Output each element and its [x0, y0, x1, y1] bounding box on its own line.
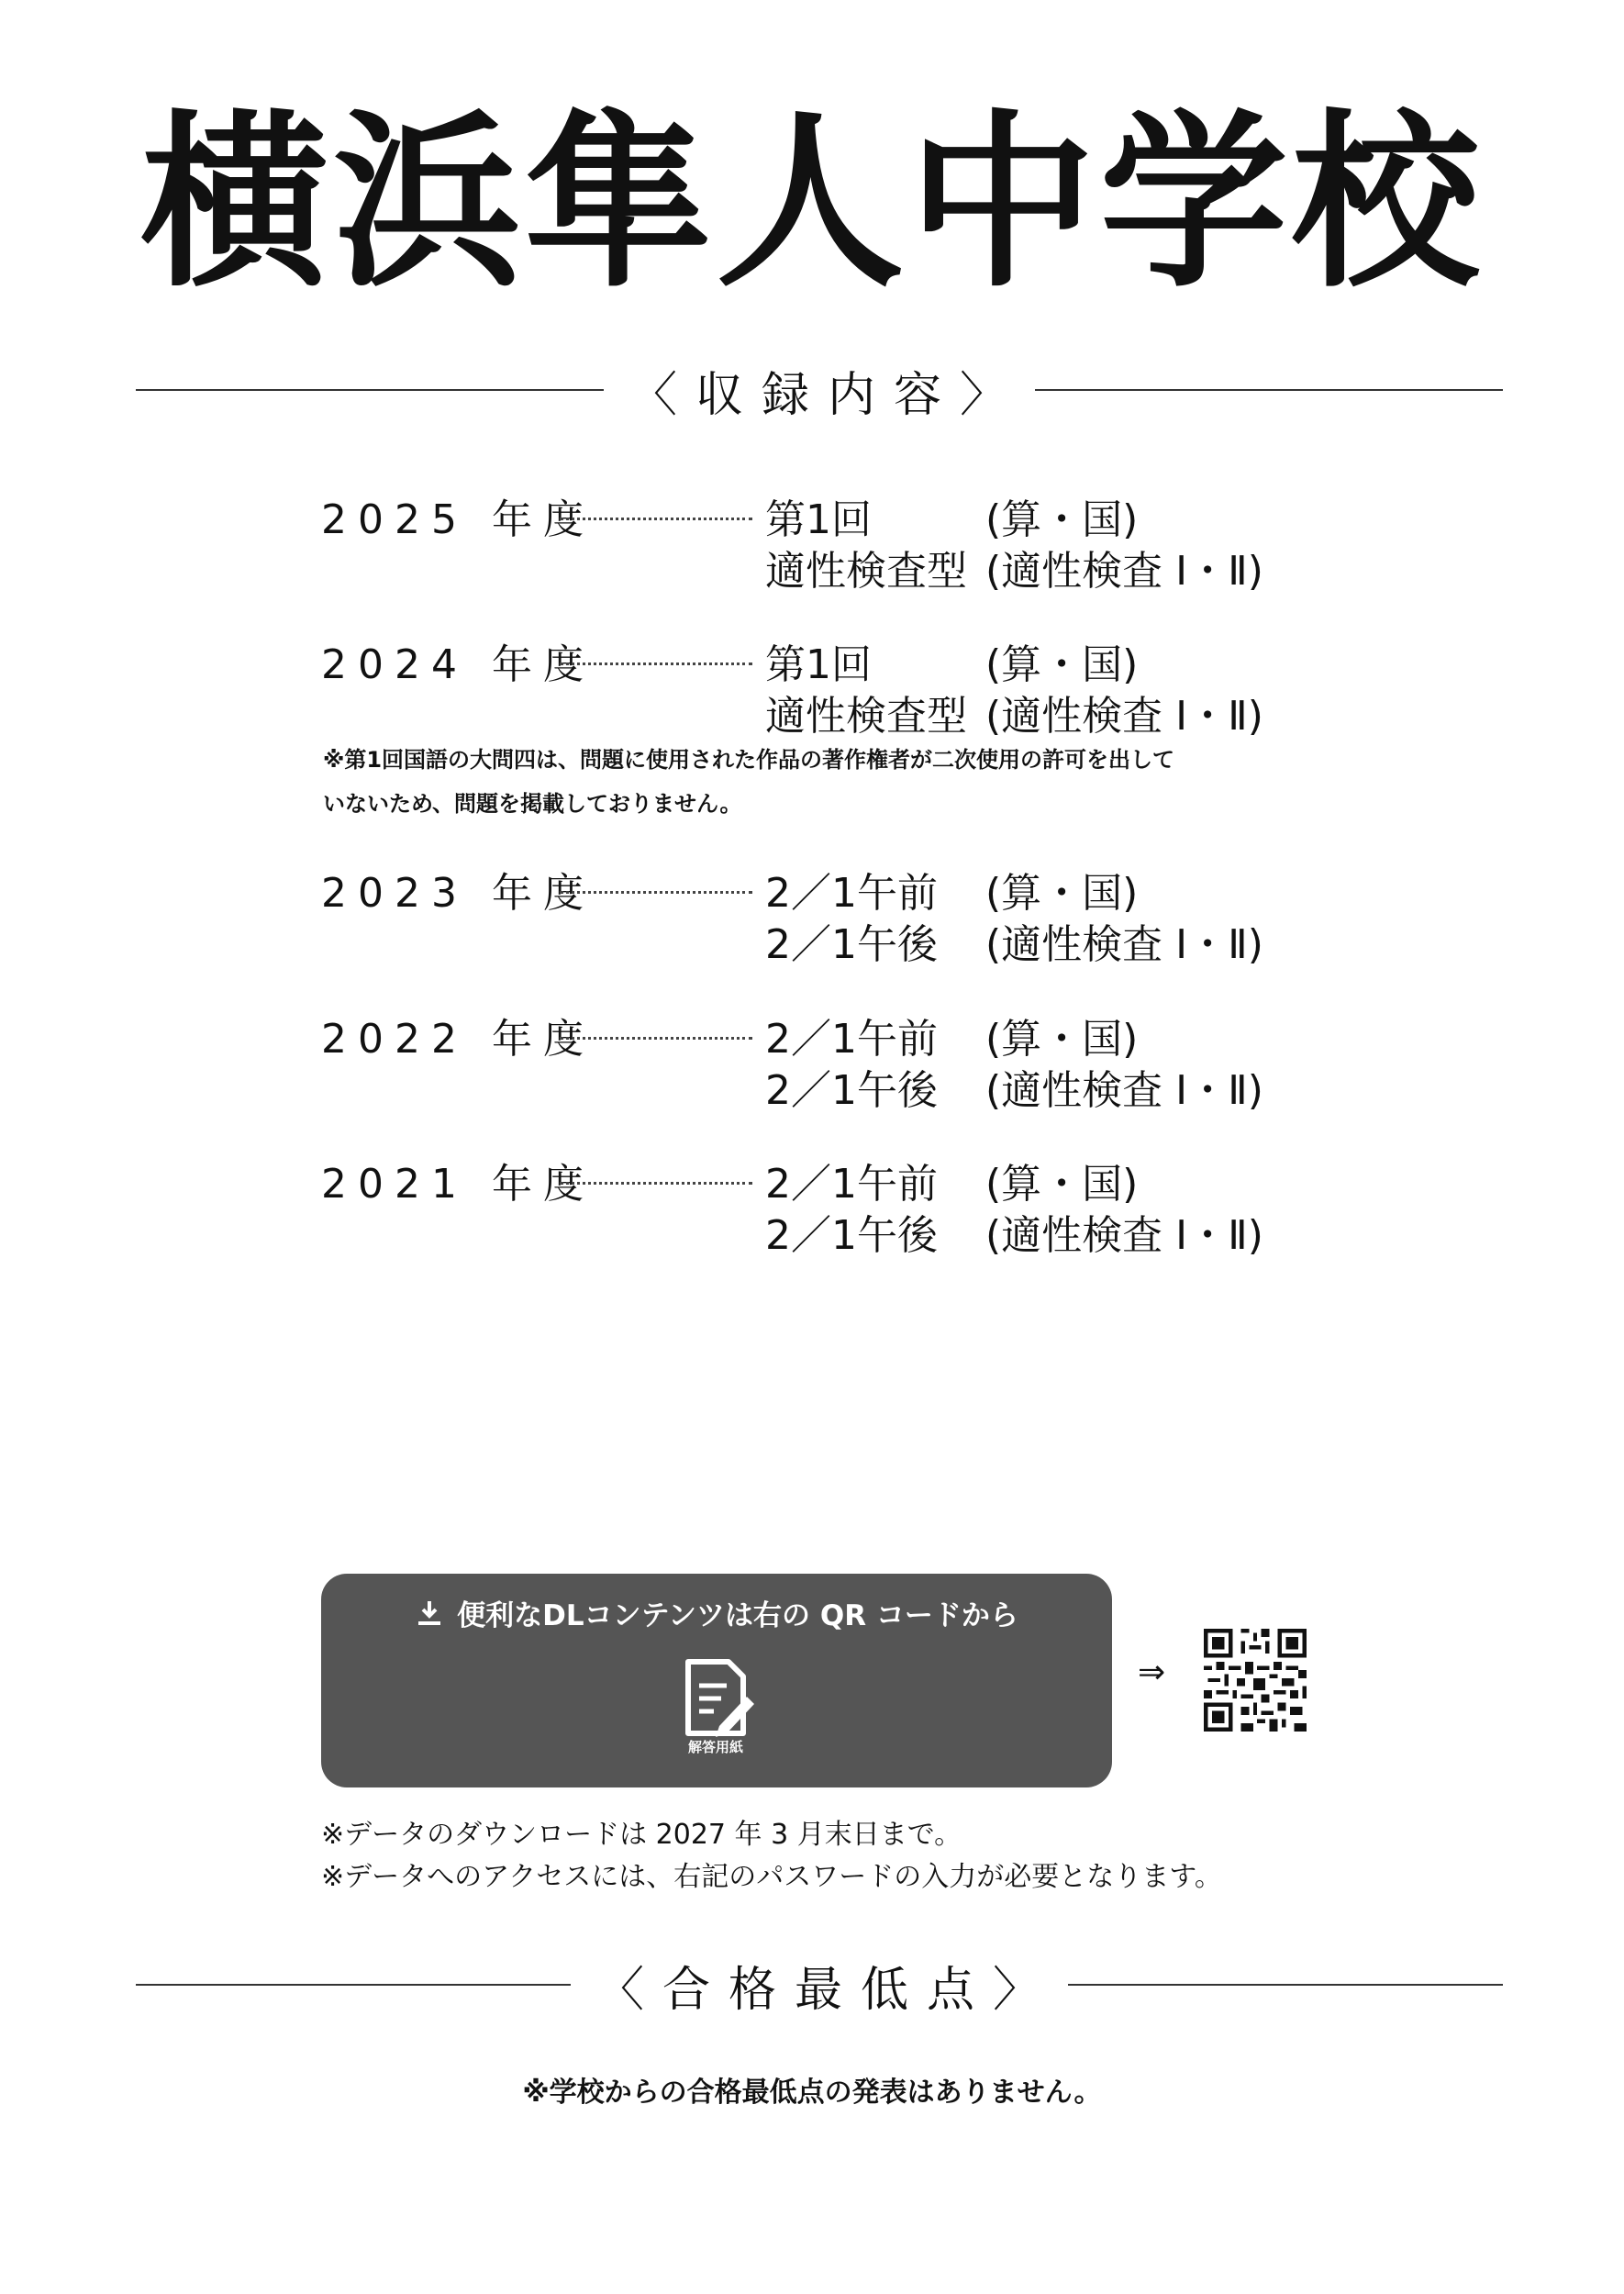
copyright-note-line: ※第1回国語の大問四は、問題に使用された作品の著作権者が二次使用の許可を出して: [323, 747, 1175, 773]
exam-name: 適性検査型: [765, 548, 967, 595]
divider-right: [1035, 389, 1503, 391]
exam-subjects: (適性検査 Ⅰ・Ⅱ): [985, 921, 1263, 968]
dot-leader: [560, 1182, 752, 1185]
download-content-box[interactable]: [321, 1574, 1112, 1787]
year-label: 2022 年度: [321, 1016, 595, 1063]
answer-sheet-icon[interactable]: [672, 1654, 760, 1757]
year-label: 2025 年度: [321, 496, 595, 543]
dot-leader: [560, 663, 752, 665]
password-note: ※データへのアクセスには、右記のパスワードの入力が必要となります。: [321, 1861, 1222, 1893]
divider-left: [136, 1984, 571, 1986]
divider-left: [136, 389, 604, 391]
exam-subjects: (適性検査 Ⅰ・Ⅱ): [985, 548, 1263, 595]
exam-name: 2／1午前: [765, 1016, 938, 1063]
exam-name: 2／1午後: [765, 921, 938, 968]
dot-leader: [560, 1037, 752, 1040]
year-label: 2023 年度: [321, 870, 595, 917]
exam-name: 2／1午後: [765, 1067, 938, 1114]
download-deadline-note: ※データのダウンロードは 2027 年 3 月末日まで。: [321, 1819, 962, 1851]
exam-name: 2／1午前: [765, 870, 938, 917]
exam-subjects: (算・国): [985, 1016, 1139, 1063]
page-title: 横浜隼人中学校: [140, 95, 1484, 313]
download-heading: 便利なDLコンテンツは右の QR コードから: [457, 1599, 1018, 1632]
download-heading-row: [321, 1592, 1112, 1633]
year-entry: [321, 1154, 1422, 1257]
contents-heading: 〈収録内容〉: [629, 367, 1027, 423]
exam-subjects: (適性検査 Ⅰ・Ⅱ): [985, 1212, 1263, 1259]
year-label: 2024 年度: [321, 641, 595, 688]
copyright-note: [323, 738, 1332, 826]
year-entry: [321, 863, 1422, 966]
exam-subjects: (適性検査 Ⅰ・Ⅱ): [985, 693, 1263, 740]
passing-section-header: [136, 1957, 1503, 2018]
passing-heading: 〈合格最低点〉: [596, 1962, 1060, 2018]
arrow-right-icon: ⇒: [1138, 1654, 1166, 1691]
contents-section-header: [136, 362, 1503, 423]
exam-name: 第1回: [765, 496, 872, 543]
exam-subjects: (算・国): [985, 1161, 1139, 1208]
dot-leader: [560, 891, 752, 894]
exam-name: 適性検査型: [765, 693, 967, 740]
exam-name: 2／1午前: [765, 1161, 938, 1208]
passing-note: ※学校からの合格最低点の発表はありません。: [522, 2077, 1102, 2109]
exam-subjects: (算・国): [985, 870, 1139, 917]
exam-subjects: (適性検査 Ⅰ・Ⅱ): [985, 1067, 1263, 1114]
exam-name: 第1回: [765, 641, 872, 688]
year-entry: [321, 635, 1422, 738]
exam-name: 2／1午後: [765, 1212, 938, 1259]
divider-right: [1068, 1984, 1503, 1986]
answer-sheet-label: 解答用紙: [687, 1739, 744, 1755]
year-entry: [321, 490, 1422, 593]
year-label: 2021 年度: [321, 1161, 595, 1208]
download-icon: [415, 1598, 444, 1628]
copyright-note-line: いないため、問題を掲載しておりません。: [323, 791, 742, 817]
exam-subjects: (算・国): [985, 496, 1139, 543]
qr-code[interactable]: [1204, 1629, 1307, 1732]
dot-leader: [560, 518, 752, 520]
year-entry: [321, 1009, 1422, 1112]
exam-subjects: (算・国): [985, 641, 1139, 688]
